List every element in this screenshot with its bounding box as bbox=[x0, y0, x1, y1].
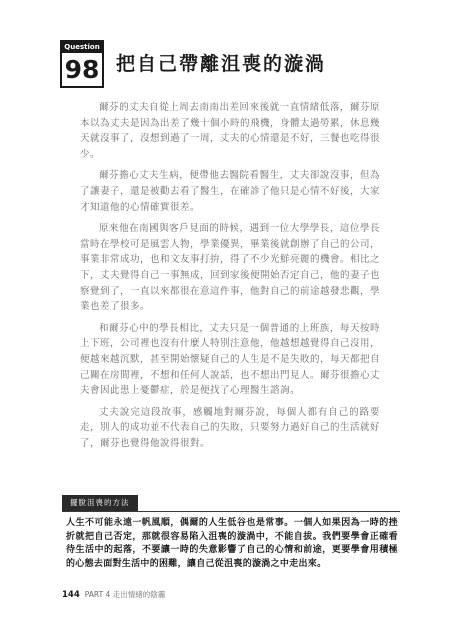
body-paragraph: 爾芬擔心丈夫生病，便帶他去醫院看醫生，丈夫卻說沒事，但為了讓妻子，還是被勸去看了醫生，在確診了他只是心情不好後，大家才知道他的心情確實很差。 bbox=[80, 170, 380, 213]
question-number: 98 bbox=[64, 55, 100, 84]
tip-box-text: 人生不可能永遠一帆風順，偶爾的人生低谷也是常事。一個人如果因為一時的挫折就把自己否定，那就很容易陷入沮喪的漩渦中，不能自拔。我們要學會正確看待生活中的起落，不要讓一時的失意影響了自己的心情和前途，更要學會用積極的心態去面對生活中的困難，讓自己從沮喪的漩渦之中走出來。 bbox=[66, 518, 398, 569]
tip-box-divider bbox=[62, 511, 400, 512]
page-number: 144 bbox=[62, 590, 80, 600]
body-paragraph: 爾芬的丈夫自從上周去南南出差回來後就一直情緒低落，爾芬原本以為丈夫是因為出差了幾十個小時的飛機，身體太過勞累，休息幾天就沒事了，沒想到過了一周，丈夫的心情還是不好，三餐也吃得很少。 bbox=[80, 102, 380, 160]
tip-box-title: 擺脫沮喪的方法 bbox=[62, 495, 138, 511]
body-text bbox=[80, 100, 380, 482]
body-paragraph: 原來他在南國與客戶見面的時候，遇到一位大學學長，這位學長當時在學校可是風雲人物，學業優異，畢業後就創辦了自己的公司，事業非常成功，也和文友事打拚，得了不少光鮮亮麗的機會。相比之下，丈夫覺得自己一事無成，回到家後便開始否定自己，他的妻子也察覺到了，一直以來都很在意這件事，他對自己的前途越發悲觀，學業也差了很多。 bbox=[80, 223, 380, 313]
question-badge bbox=[60, 40, 104, 88]
footer-section: PART 4 走出情緒的陰霾 bbox=[84, 590, 166, 599]
question-header bbox=[60, 40, 400, 88]
body-paragraph: 和爾芬心中的學長相比，丈夫只是一個普通的上班族，每天按時上下班，公司裡也沒有什麼人特別注意他，他越想越覺得自己沒用，便越來越沉默，甚至開始懷疑自己的人生是不是失敗的，每天都把自己關在房間裡，不想和任何人說話，也不想出門見人。爾芬很擔心丈夫會因此患上憂鬱症，於是便找了心理醫生諮詢。 bbox=[80, 322, 380, 397]
chapter-title: 把自己帶離沮喪的漩渦 bbox=[116, 53, 327, 75]
question-label: Question bbox=[62, 42, 102, 53]
body-paragraph: 丈夫說完這段故事，感觸地對爾芬說，每個人都有自己的路要走，別人的成功並不代表自己的失敗，只要努力過好自己的生活就好了，爾芬也覺得他說得很對。 bbox=[80, 406, 380, 449]
page-footer bbox=[62, 590, 165, 600]
